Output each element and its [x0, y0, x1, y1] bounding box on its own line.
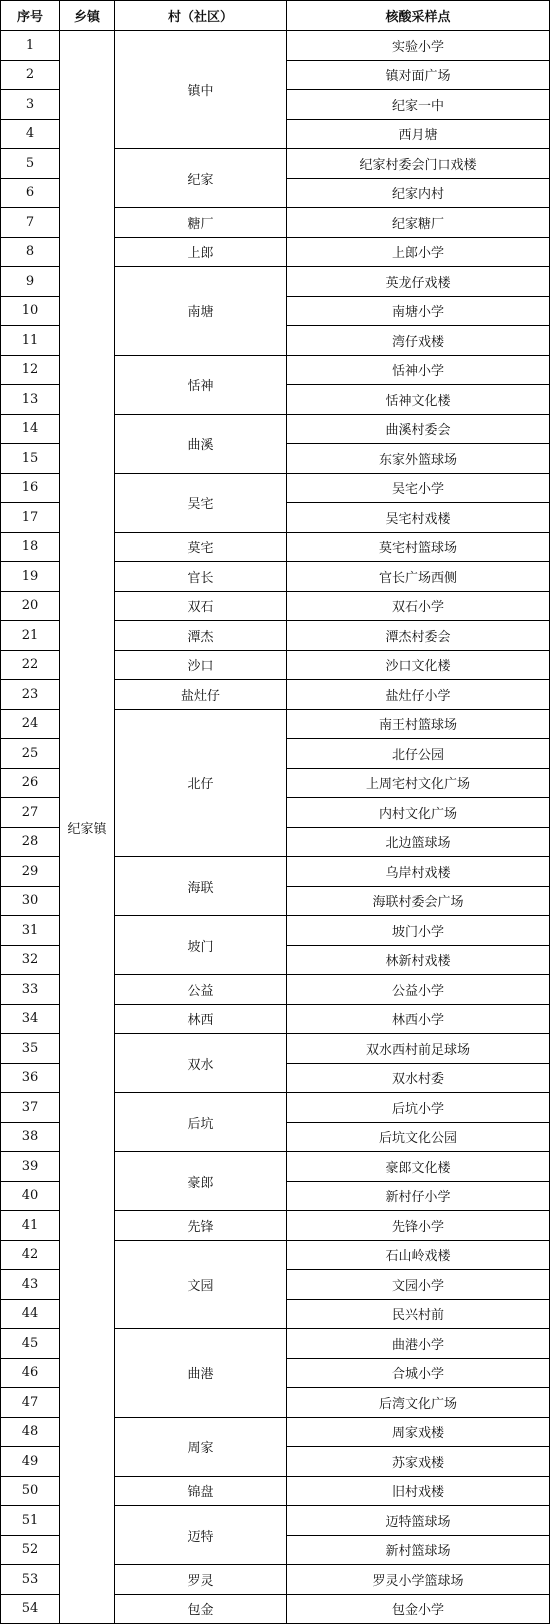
site-cell: 莫宅村篮球场	[287, 532, 550, 562]
village-cell: 北仔	[115, 709, 287, 857]
village-cell: 沙口	[115, 650, 287, 680]
village-cell: 糖厂	[115, 208, 287, 238]
site-cell: 恬神小学	[287, 355, 550, 385]
site-cell: 沙口文化楼	[287, 650, 550, 680]
row-index: 51	[1, 1506, 60, 1536]
village-cell: 莫宅	[115, 532, 287, 562]
row-index: 45	[1, 1329, 60, 1359]
row-index: 53	[1, 1565, 60, 1595]
village-cell: 吴宅	[115, 473, 287, 532]
village-cell: 锦盘	[115, 1476, 287, 1506]
site-cell: 坡门小学	[287, 916, 550, 946]
site-cell: 周家戏楼	[287, 1417, 550, 1447]
row-index: 40	[1, 1181, 60, 1211]
site-cell: 林新村戏楼	[287, 945, 550, 975]
site-cell: 纪家糖厂	[287, 208, 550, 238]
row-index: 26	[1, 768, 60, 798]
row-index: 10	[1, 296, 60, 326]
site-cell: 民兴村前	[287, 1299, 550, 1329]
row-index: 1	[1, 31, 60, 61]
site-cell: 新村仔小学	[287, 1181, 550, 1211]
row-index: 28	[1, 827, 60, 857]
row-index: 38	[1, 1122, 60, 1152]
village-cell: 周家	[115, 1417, 287, 1476]
header-site: 核酸采样点	[287, 1, 550, 31]
site-cell: 公益小学	[287, 975, 550, 1005]
village-cell: 纪家	[115, 149, 287, 208]
row-index: 25	[1, 739, 60, 769]
row-index: 42	[1, 1240, 60, 1270]
row-index: 27	[1, 798, 60, 828]
village-cell: 盐灶仔	[115, 680, 287, 710]
row-index: 49	[1, 1447, 60, 1477]
site-cell: 包金小学	[287, 1594, 550, 1624]
site-cell: 东家外篮球场	[287, 444, 550, 474]
village-cell: 迈特	[115, 1506, 287, 1565]
row-index: 6	[1, 178, 60, 208]
row-index: 2	[1, 60, 60, 90]
row-index: 19	[1, 562, 60, 592]
site-cell: 合城小学	[287, 1358, 550, 1388]
site-cell: 纪家村委会门口戏楼	[287, 149, 550, 179]
row-index: 43	[1, 1270, 60, 1300]
site-cell: 南塘小学	[287, 296, 550, 326]
row-index: 7	[1, 208, 60, 238]
site-cell: 西月塘	[287, 119, 550, 149]
village-cell: 南塘	[115, 267, 287, 356]
village-cell: 双水	[115, 1034, 287, 1093]
site-cell: 实验小学	[287, 31, 550, 61]
row-index: 22	[1, 650, 60, 680]
row-index: 13	[1, 385, 60, 415]
site-cell: 英龙仔戏楼	[287, 267, 550, 297]
village-cell: 文园	[115, 1240, 287, 1329]
row-index: 20	[1, 591, 60, 621]
row-index: 31	[1, 916, 60, 946]
header-index: 序号	[1, 1, 60, 31]
row-index: 12	[1, 355, 60, 385]
site-cell: 文园小学	[287, 1270, 550, 1300]
village-cell: 林西	[115, 1004, 287, 1034]
village-cell: 曲港	[115, 1329, 287, 1418]
site-cell: 纪家内村	[287, 178, 550, 208]
row-index: 41	[1, 1211, 60, 1241]
site-cell: 旧村戏楼	[287, 1476, 550, 1506]
row-index: 30	[1, 886, 60, 916]
row-index: 15	[1, 444, 60, 474]
header-township: 乡镇	[60, 1, 115, 31]
row-index: 32	[1, 945, 60, 975]
site-cell: 双水村委	[287, 1063, 550, 1093]
site-cell: 后湾文化广场	[287, 1388, 550, 1418]
row-index: 44	[1, 1299, 60, 1329]
site-cell: 曲港小学	[287, 1329, 550, 1359]
row-index: 4	[1, 119, 60, 149]
site-cell: 海联村委会广场	[287, 886, 550, 916]
site-cell: 纪家一中	[287, 90, 550, 120]
village-cell: 后坑	[115, 1093, 287, 1152]
row-index: 52	[1, 1535, 60, 1565]
village-cell: 潭杰	[115, 621, 287, 651]
row-index: 50	[1, 1476, 60, 1506]
site-cell: 罗灵小学篮球场	[287, 1565, 550, 1595]
site-cell: 乌岸村戏楼	[287, 857, 550, 887]
site-cell: 迈特篮球场	[287, 1506, 550, 1536]
village-cell: 包金	[115, 1594, 287, 1624]
row-index: 34	[1, 1004, 60, 1034]
village-cell: 豪郎	[115, 1152, 287, 1211]
row-index: 37	[1, 1093, 60, 1123]
site-cell: 后坑文化公园	[287, 1122, 550, 1152]
site-cell: 湾仔戏楼	[287, 326, 550, 356]
row-index: 36	[1, 1063, 60, 1093]
row-index: 47	[1, 1388, 60, 1418]
site-cell: 北边篮球场	[287, 827, 550, 857]
row-index: 35	[1, 1034, 60, 1064]
village-cell: 双石	[115, 591, 287, 621]
row-index: 8	[1, 237, 60, 267]
site-cell: 曲溪村委会	[287, 414, 550, 444]
row-index: 48	[1, 1417, 60, 1447]
row-index: 39	[1, 1152, 60, 1182]
village-cell: 曲溪	[115, 414, 287, 473]
site-cell: 双石小学	[287, 591, 550, 621]
site-cell: 镇对面广场	[287, 60, 550, 90]
site-cell: 上周宅村文化广场	[287, 768, 550, 798]
site-cell: 豪郎文化楼	[287, 1152, 550, 1182]
header-row	[1, 1, 550, 31]
village-cell: 坡门	[115, 916, 287, 975]
site-cell: 潭杰村委会	[287, 621, 550, 651]
site-cell: 盐灶仔小学	[287, 680, 550, 710]
row-index: 54	[1, 1594, 60, 1624]
site-cell: 先锋小学	[287, 1211, 550, 1241]
row-index: 24	[1, 709, 60, 739]
row-index: 14	[1, 414, 60, 444]
row-index: 18	[1, 532, 60, 562]
row-index: 46	[1, 1358, 60, 1388]
site-cell: 南王村篮球场	[287, 709, 550, 739]
site-cell: 内村文化广场	[287, 798, 550, 828]
row-index: 33	[1, 975, 60, 1005]
row-index: 17	[1, 503, 60, 533]
table-body	[1, 31, 550, 1624]
village-cell: 官长	[115, 562, 287, 592]
village-cell: 先锋	[115, 1211, 287, 1241]
row-index: 16	[1, 473, 60, 503]
village-cell: 公益	[115, 975, 287, 1005]
site-cell: 后坑小学	[287, 1093, 550, 1123]
site-cell: 双水西村前足球场	[287, 1034, 550, 1064]
table-row	[1, 31, 550, 61]
site-cell: 官长广场西侧	[287, 562, 550, 592]
village-cell: 镇中	[115, 31, 287, 149]
site-cell: 吴宅小学	[287, 473, 550, 503]
site-cell: 石山岭戏楼	[287, 1240, 550, 1270]
site-cell: 恬神文化楼	[287, 385, 550, 415]
site-cell: 上郎小学	[287, 237, 550, 267]
site-cell: 苏家戏楼	[287, 1447, 550, 1477]
village-cell: 恬神	[115, 355, 287, 414]
row-index: 23	[1, 680, 60, 710]
row-index: 11	[1, 326, 60, 356]
township-cell: 纪家镇	[60, 31, 115, 1624]
village-cell: 罗灵	[115, 1565, 287, 1595]
header-village: 村（社区）	[115, 1, 287, 31]
row-index: 3	[1, 90, 60, 120]
row-index: 9	[1, 267, 60, 297]
site-cell: 吴宅村戏楼	[287, 503, 550, 533]
site-cell: 北仔公园	[287, 739, 550, 769]
row-index: 5	[1, 149, 60, 179]
row-index: 21	[1, 621, 60, 651]
site-cell: 新村篮球场	[287, 1535, 550, 1565]
village-cell: 海联	[115, 857, 287, 916]
site-cell: 林西小学	[287, 1004, 550, 1034]
village-cell: 上郎	[115, 237, 287, 267]
row-index: 29	[1, 857, 60, 887]
